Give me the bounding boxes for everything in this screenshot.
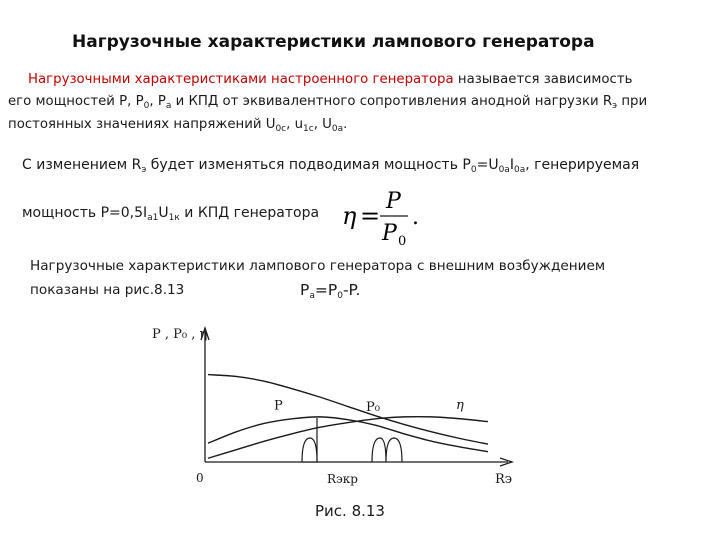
- pulse-shape-1: [302, 438, 317, 462]
- subscript: 0: [143, 101, 150, 111]
- y-axis-label: P , P₀ , η: [152, 327, 208, 342]
- subscript: 0: [337, 291, 343, 301]
- subscript: 1с: [303, 124, 314, 134]
- subscript: a: [165, 101, 172, 111]
- chart-series: [208, 375, 488, 459]
- subscript: 1к: [168, 213, 180, 223]
- text: будет изменяться подводимая мощность P: [146, 157, 471, 173]
- text: , U: [313, 117, 332, 132]
- red-intro: Нагрузочными характеристиками настроенного генератора: [28, 72, 454, 87]
- text: =P: [314, 281, 338, 299]
- formula-denominator-subscript: 0: [398, 234, 407, 248]
- text: С изменением R: [22, 157, 142, 173]
- text: U: [158, 205, 169, 221]
- subscript: э: [141, 165, 147, 175]
- figure-caption: Рис. 8.13: [315, 502, 385, 520]
- text: .: [343, 117, 348, 132]
- text: при: [617, 94, 648, 109]
- subscript: 0а: [513, 165, 526, 175]
- text: =U: [476, 157, 499, 173]
- series-line-eta: [208, 417, 488, 459]
- page-title: Нагрузочные характеристики лампового генератора: [72, 32, 595, 52]
- chart-axes: [201, 328, 512, 466]
- subscript: 0с: [275, 124, 287, 134]
- text: постоянных значениях напряжений U: [8, 117, 276, 132]
- subscript: э: [612, 101, 618, 111]
- text: I: [509, 157, 514, 173]
- formula-denominator: P: [382, 221, 397, 246]
- formula-period: .: [412, 205, 419, 230]
- formula-numerator: P: [386, 189, 401, 214]
- text: , генерируемая: [525, 157, 640, 173]
- x-tick-label: Rэкр: [327, 472, 358, 486]
- subscript: а1: [147, 213, 159, 223]
- text: мощность P=0,5I: [22, 205, 148, 221]
- series-label-p0: P₀: [366, 399, 380, 415]
- paragraph-3-line-1: Нагрузочные характеристики лампового генератора с внешним возбуждением: [30, 258, 606, 274]
- text: P: [300, 281, 310, 299]
- subscript: 0а: [498, 165, 510, 175]
- series-line-p0: [208, 375, 488, 445]
- text: и КПД от эквивалентного сопротивления анодной нагрузки R: [171, 94, 613, 109]
- formula-eta: η: [342, 202, 357, 230]
- series-label-eta: η: [456, 397, 464, 413]
- text: , u: [286, 117, 304, 132]
- formula-equals: =: [360, 202, 381, 230]
- text: , P: [149, 94, 166, 109]
- x-axis-label: Rэ: [495, 472, 513, 487]
- subscript: а: [309, 291, 315, 301]
- text: и КПД генератора: [179, 205, 320, 221]
- text: его мощностей P, P: [8, 94, 144, 109]
- pulse-shape-2: [372, 438, 402, 462]
- subscript: 0а: [331, 124, 344, 134]
- subscript: 0: [470, 165, 477, 175]
- paragraph-3-line-2: показаны на рис.8.13: [30, 282, 185, 298]
- origin-label: 0: [196, 471, 204, 485]
- paragraph-1-line-1-rest: называется зависимость: [453, 72, 633, 87]
- series-label-p: P: [274, 398, 283, 414]
- text: -P.: [342, 281, 361, 299]
